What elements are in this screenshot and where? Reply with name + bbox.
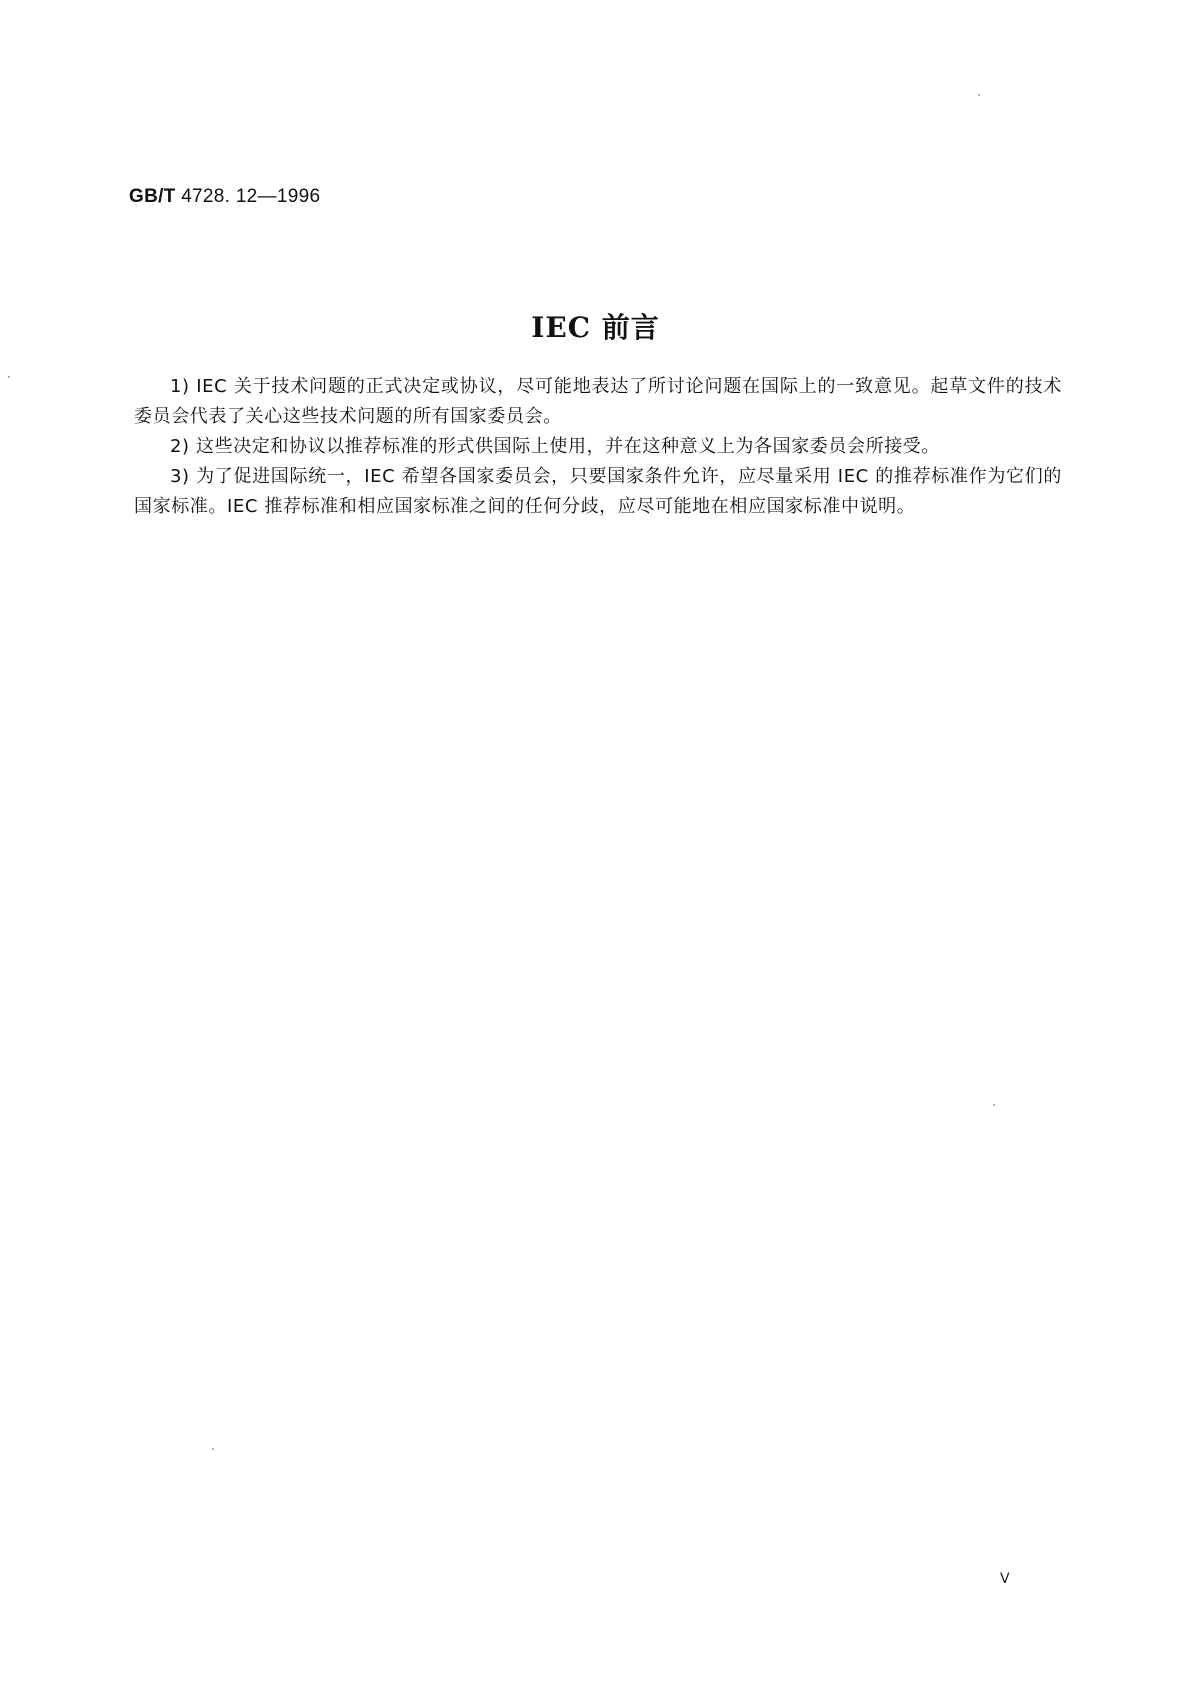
preface-paragraph-1: 1) IEC 关于技术问题的正式决定或协议，尽可能地表达了所讨论问题在国际上的一致意见。起草文件的技术委员会代表了关心这些技术问题的所有国家委员会。 [134,376,1062,427]
page-title: IEC 前言 [531,311,660,344]
standard-number: 4728. 12—1996 [181,186,321,207]
preface-paragraph-3: 3) 为了促进国际统一，IEC 希望各国家委员会，只要国家条件允许，应尽量采用 IEC 的推荐标准作为它们的国家标准。IEC 推荐标准和相应国家标准之间的任何分歧，应尽可能地在相应国家标准中说明。 [134,466,1062,517]
preface-body [134,372,1062,522]
scan-speck [8,376,10,378]
standard-prefix: GB/T [129,186,176,207]
scan-speck [212,1448,214,1450]
scan-speck [993,1104,995,1106]
document-header [129,186,320,208]
page-number: V [1000,1571,1010,1587]
scan-speck [978,94,980,96]
preface-paragraph-2: 2) 这些决定和协议以推荐标准的形式供国际上使用，并在这种意义上为各国家委员会所接受。 [170,436,940,457]
